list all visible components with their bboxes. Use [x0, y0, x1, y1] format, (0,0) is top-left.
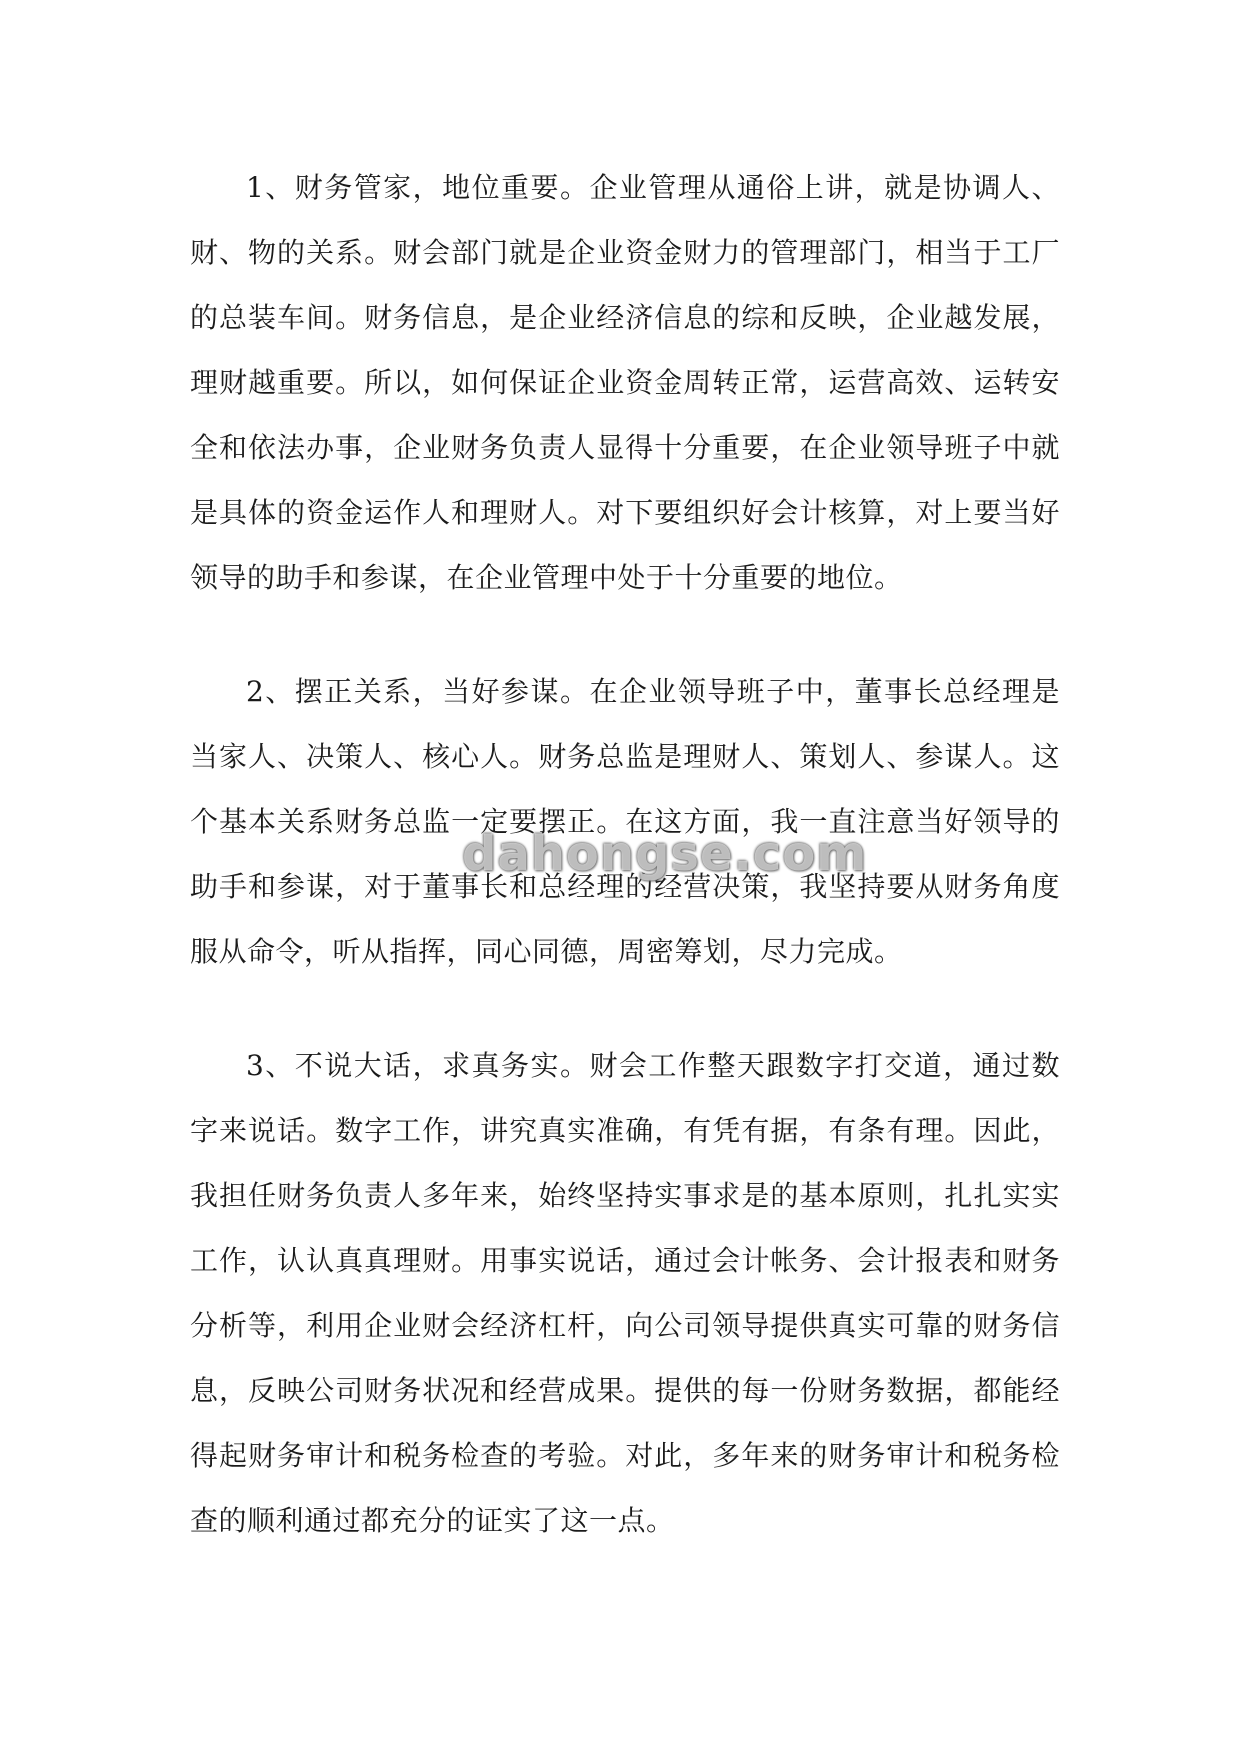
document-body [190, 155, 1060, 1602]
paragraph-1: 1、财务管家，地位重要。企业管理从通俗上讲，就是协调人、财、物的关系。财会部门就是企业资金财力的管理部门，相当于工厂的总装车间。财务信息，是企业经济信息的综和反映，企业越发展，理财越重要。所以，如何保证企业资金周转正常，运营高效、运转安全和依法办事，企业财务负责人显得十分重要，在企业领导班子中就是具体的资金运作人和理财人。对下要组织好会计核算，对上要当好领导的助手和参谋，在企业管理中处于十分重要的地位。 [190, 171, 1060, 594]
paragraph-3: 3、不说大话，求真务实。财会工作整天跟数字打交道，通过数字来说话。数字工作，讲究真实准确，有凭有据，有条有理。因此，我担任财务负责人多年来，始终坚持实事求是的基本原则，扎扎实实工作，认认真真理财。用事实说话，通过会计帐务、会计报表和财务分析等，利用企业财会经济杠杆，向公司领导提供真实可靠的财务信息，反映公司财务状况和经营成果。提供的每一份财务数据，都能经得起财务审计和税务检查的考验。对此，多年来的财务审计和税务检查的顺利通过都充分的证实了这一点。 [190, 1049, 1060, 1537]
paragraph-2: 2、摆正关系，当好参谋。在企业领导班子中，董事长总经理是当家人、决策人、核心人。财务总监是理财人、策划人、参谋人。这个基本关系财务总监一定要摆正。在这方面，我一直注意当好领导的助手和参谋，对于董事长和总经理的经营决策，我坚持要从财务角度服从命令，听从指挥，同心同德，周密筹划，尽力完成。 [190, 675, 1060, 968]
watermark: dahongse.com [462, 826, 868, 882]
